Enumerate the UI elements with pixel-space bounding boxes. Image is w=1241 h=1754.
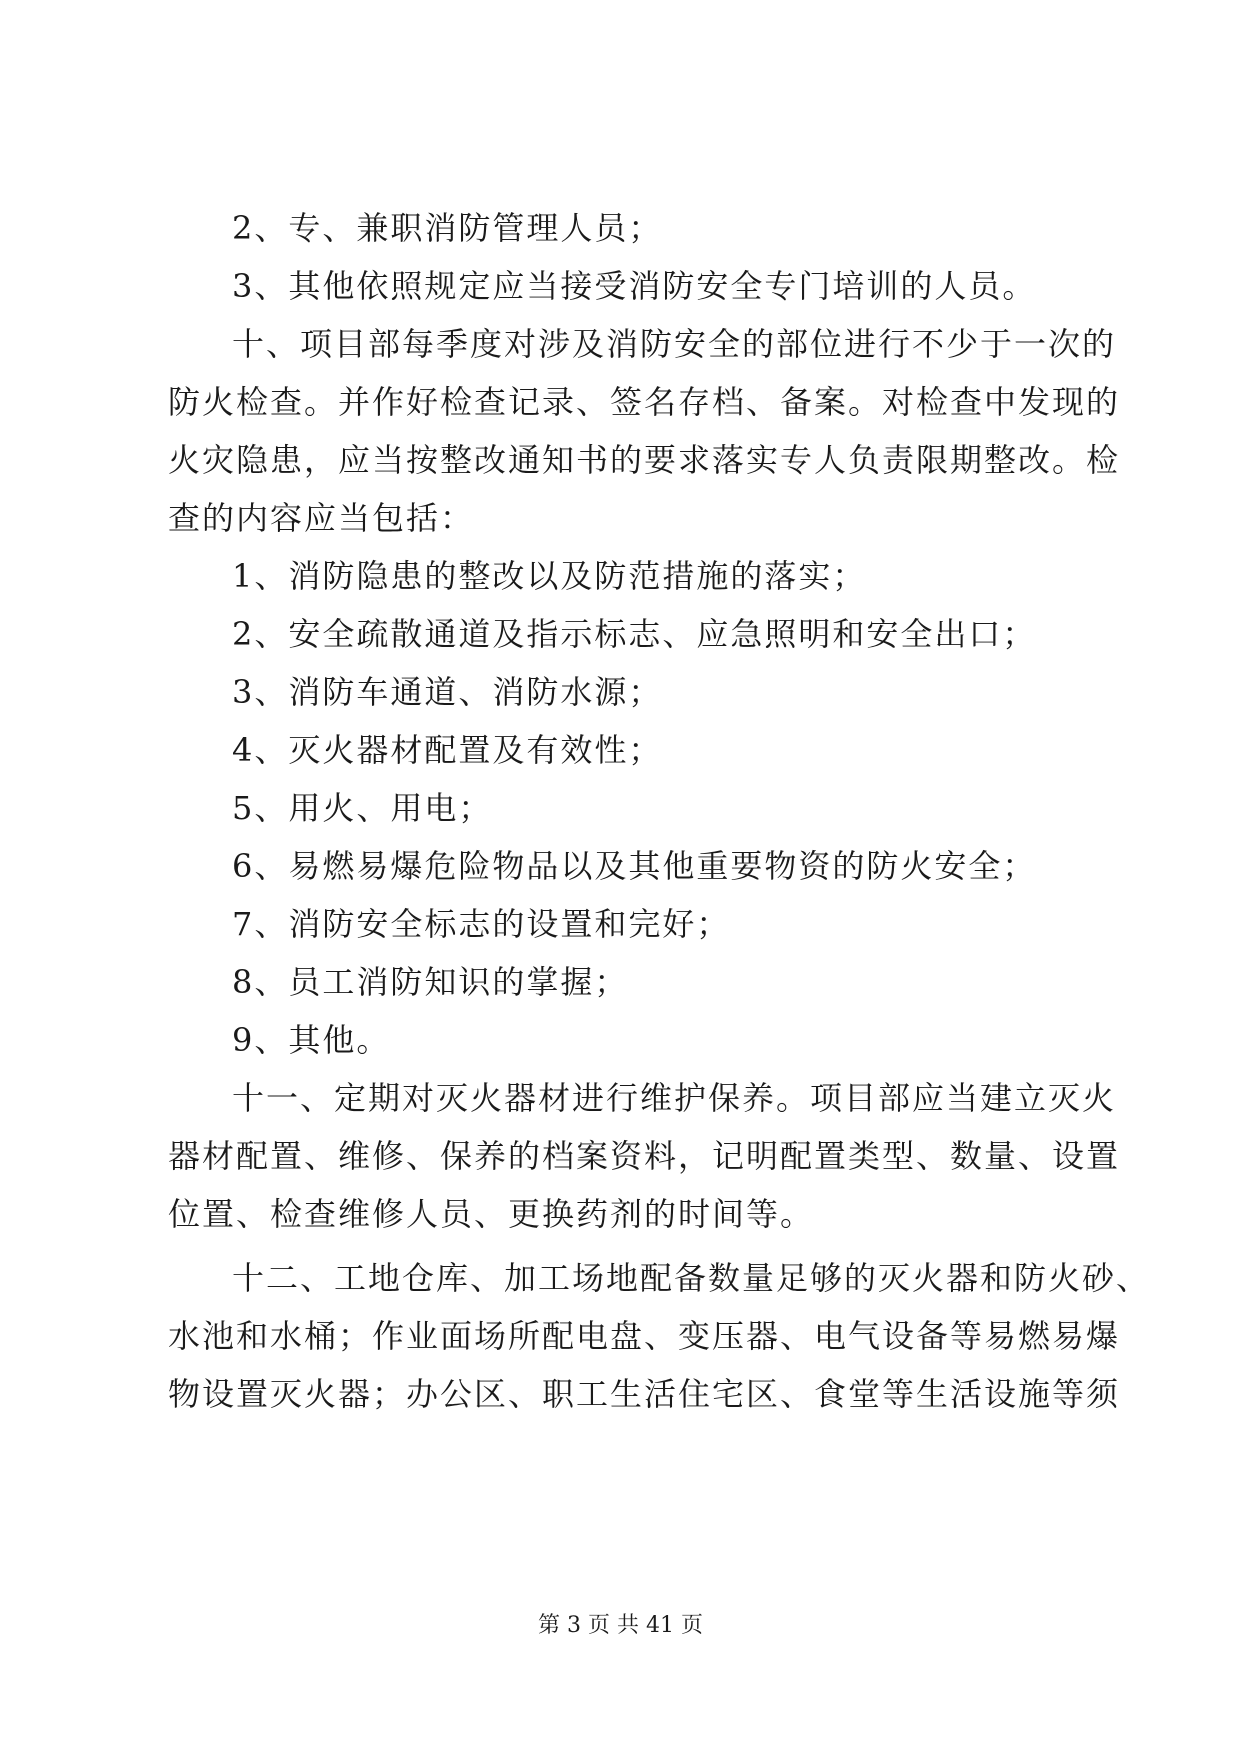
text-line: 5、用火、用电； [232, 789, 493, 827]
text-line: 3、其他依照规定应当接受消防安全专门培训的人员。 [232, 267, 1037, 305]
text-line: 十一、定期对灭火器材进行维护保养。项目部应当建立灭火 [232, 1079, 1117, 1117]
text-line: 水池和水桶；作业面场所配电盘、变压器、电气设备等易燃易爆 [168, 1317, 1121, 1355]
text-line: 十二、工地仓库、加工场地配备数量足够的灭火器和防火砂、 [232, 1259, 1151, 1297]
text-line: 十、项目部每季度对涉及消防安全的部位进行不少于一次的 [232, 325, 1117, 363]
text-line: 4、灭火器材配置及有效性； [232, 731, 663, 769]
text-line: 查的内容应当包括： [168, 499, 475, 537]
text-line: 位置、检查维修人员、更换药剂的时间等。 [168, 1195, 815, 1233]
text-line: 2、专、兼职消防管理人员； [232, 209, 663, 247]
text-line: 火灾隐患，应当按整改通知书的要求落实专人负责限期整改。检 [168, 441, 1121, 479]
text-line: 8、员工消防知识的掌握； [232, 963, 629, 1001]
text-line: 1、消防隐患的整改以及防范措施的落实； [232, 557, 867, 595]
text-line: 3、消防车通道、消防水源； [232, 673, 663, 711]
text-line: 7、消防安全标志的设置和完好； [232, 905, 731, 943]
page-footer: 第 3 页 共 41 页 [538, 1613, 703, 1638]
text-line: 防火检查。并作好检查记录、签名存档、备案。对检查中发现的 [168, 383, 1121, 421]
text-line: 6、易燃易爆危险物品以及其他重要物资的防火安全； [232, 847, 1037, 885]
text-line: 9、其他。 [232, 1021, 391, 1059]
text-line: 器材配置、维修、保养的档案资料，记明配置类型、数量、设置 [168, 1137, 1121, 1175]
text-line: 2、安全疏散通道及指示标志、应急照明和安全出口； [232, 615, 1037, 653]
text-line: 物设置灭火器；办公区、职工生活住宅区、食堂等生活设施等须 [168, 1375, 1121, 1413]
